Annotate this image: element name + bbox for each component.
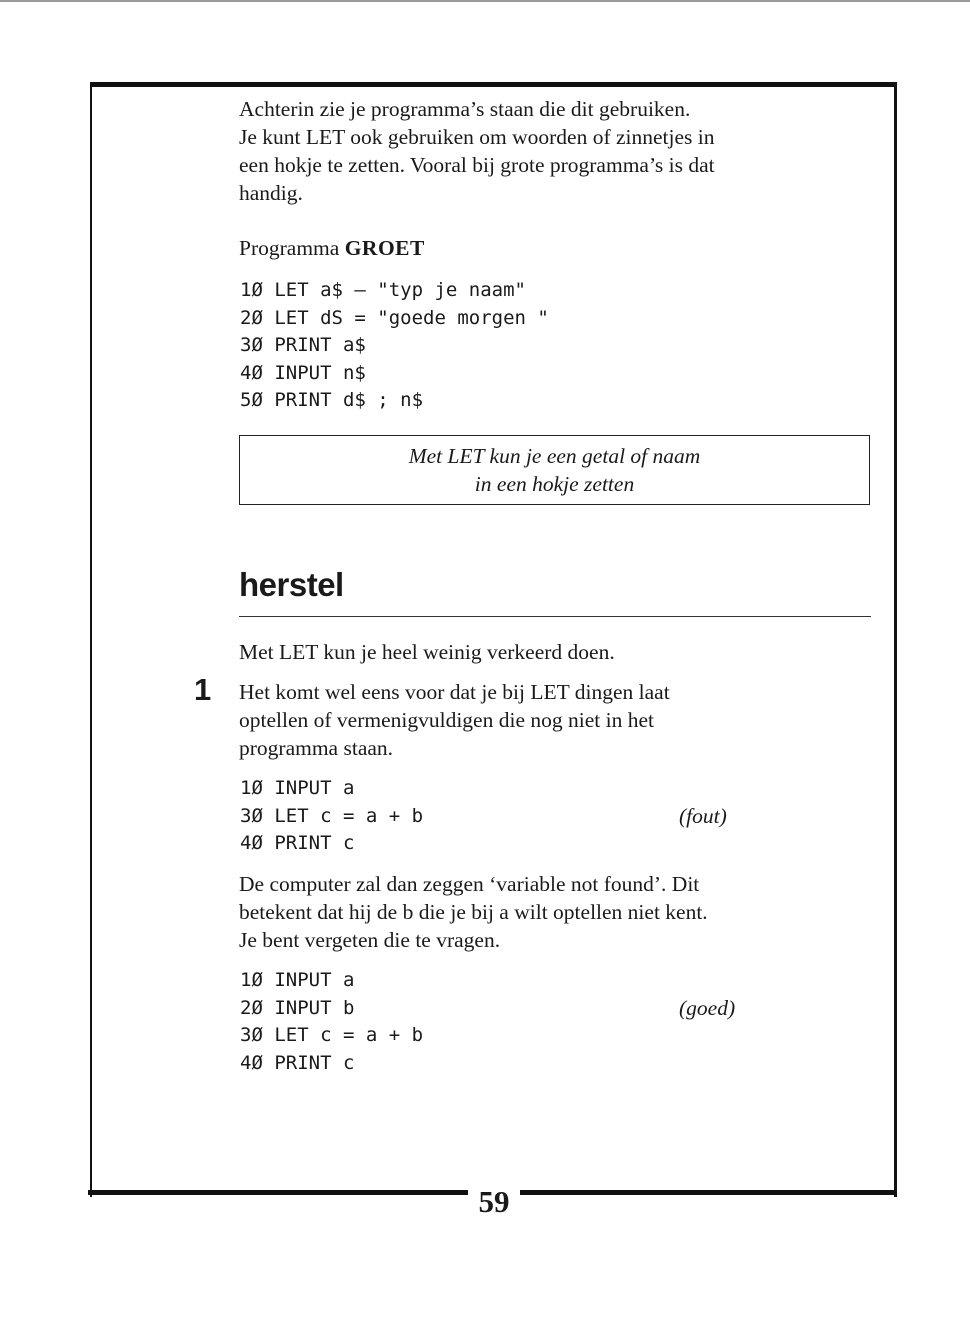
note-line: in een hokje zetten — [474, 472, 635, 496]
intro-line: Je kunt LET ook gebruiken om woorden of zinnetjes in — [239, 125, 715, 149]
program-listing — [240, 277, 549, 415]
page-number: 59 — [478, 1184, 510, 1219]
program-label: Programma — [239, 236, 340, 260]
section-divider — [239, 616, 871, 617]
code-line: 2Ø LET dS = "goede morgen " — [240, 306, 549, 329]
note-box — [239, 435, 870, 505]
explain-paragraph — [239, 870, 874, 954]
code-line: 1Ø INPUT a — [240, 969, 355, 991]
code-line: 2Ø INPUT b — [240, 996, 355, 1019]
right-label: (goed) — [679, 996, 736, 1020]
section-intro — [239, 638, 874, 666]
code-line: 5Ø PRINT d$ ; n$ — [240, 389, 424, 411]
code-line: 3Ø LET c = a + b — [240, 1024, 424, 1046]
program-name: GROET — [344, 236, 425, 260]
item-line: programma staan. — [239, 736, 394, 760]
section-intro-line: Met LET kun je heel weinig verkeerd doen. — [239, 640, 615, 664]
program-heading — [239, 234, 425, 262]
code-line: 3Ø PRINT a$ — [240, 334, 366, 356]
section-title: herstel — [239, 566, 344, 603]
code-line: 4Ø INPUT n$ — [240, 361, 366, 384]
item-line: optellen of vermenigvuldigen die nog niet in het — [239, 708, 654, 732]
intro-line: een hokje te zetten. Vooral bij grote programma’s is dat — [239, 153, 715, 177]
intro-line: handig. — [239, 181, 303, 205]
item-number: 1 — [194, 672, 212, 707]
code-line: 1Ø INPUT a — [240, 777, 355, 799]
scan-edge-line — [0, 0, 970, 2]
intro-paragraph — [239, 95, 874, 207]
code-listing-right — [240, 967, 423, 1077]
item-line: Het komt wel eens voor dat je bij LET dingen laat — [239, 680, 670, 704]
code-line: 4Ø PRINT c — [240, 832, 355, 854]
item-paragraph — [239, 678, 874, 762]
code-line: 3Ø LET c = a + b — [240, 804, 424, 827]
intro-line: Achterin zie je programma’s staan die dit gebruiken. — [239, 97, 691, 121]
code-listing-wrong — [240, 775, 423, 858]
wrong-label: (fout) — [679, 804, 727, 828]
code-line: 1Ø LET a$ – "typ je naam" — [240, 279, 526, 301]
explain-line: De computer zal dan zeggen ‘variable not found’. Dit — [239, 872, 700, 896]
note-line: Met LET kun je een getal of naam — [408, 444, 701, 468]
footer-rule-right — [520, 1190, 897, 1195]
code-line: 4Ø PRINT c — [240, 1051, 355, 1074]
footer-rule-left — [88, 1190, 468, 1195]
explain-line: betekent dat hij de b die je bij a wilt optellen niet kent. — [239, 900, 708, 924]
explain-line: Je bent vergeten die te vragen. — [239, 928, 501, 952]
